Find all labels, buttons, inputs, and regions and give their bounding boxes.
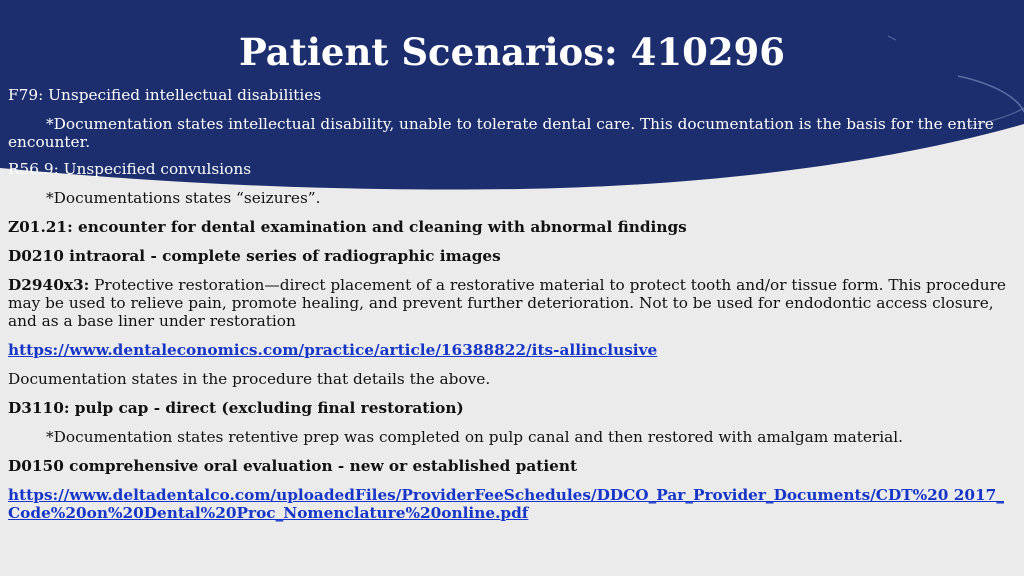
link2-row bbox=[8, 486, 1016, 522]
r569-note: *Documentations states “seizures”. bbox=[46, 189, 321, 207]
r569-code: R56.9: Unspecified convulsions bbox=[8, 160, 252, 178]
f79-note-line1: *Documentation states intellectual disability, unable to tolerate dental care. This documentation is the basis for the entire bbox=[46, 115, 994, 133]
z0121-code: Z01.21: encounter for dental examination and cleaning with abnormal findings bbox=[8, 218, 687, 236]
link1-row bbox=[8, 341, 1016, 359]
d2940-code: D2940x3: bbox=[8, 276, 90, 294]
d0150-code: D0150 comprehensive oral evaluation - new or established patient bbox=[8, 457, 578, 475]
d3110-note: *Documentation states retentive prep was completed on pulp canal and then restored with amalgam material. bbox=[46, 428, 904, 446]
dentaleconomics-link[interactable]: https://www.dentaleconomics.com/practice/article/16388822/its-allinclusive bbox=[8, 341, 658, 359]
d2940-entry bbox=[8, 276, 1016, 330]
f79-note-line2: encounter. bbox=[8, 133, 91, 151]
documentation-statement: Documentation states in the procedure that details the above. bbox=[8, 370, 491, 388]
f79-note bbox=[8, 115, 1016, 151]
deltadental-link[interactable]: https://www.deltadentalco.com/uploadedFiles/ProviderFeeSchedules/DDCO_Par_Provider_Documents/CDT%20 2017_Code%20on%20Dental%20Proc_Nomenclature%20online.pdf bbox=[8, 486, 1004, 522]
d3110-code: D3110: pulp cap - direct (excluding final restoration) bbox=[8, 399, 464, 417]
slide-content bbox=[8, 86, 1016, 522]
page-title: Patient Scenarios: 410296 bbox=[238, 30, 786, 74]
d0210-code: D0210 intraoral - complete series of radiographic images bbox=[8, 247, 501, 265]
f79-code: F79: Unspecified intellectual disabilities bbox=[8, 86, 322, 104]
d2940-description: Protective restoration—direct placement of a restorative material to protect tooth and/or tissue form. This procedure may be used to relieve pain, promote healing, and prevent further deterioration. Not to be used for endodontic access closure, and as a base liner under restoration bbox=[8, 276, 1006, 330]
